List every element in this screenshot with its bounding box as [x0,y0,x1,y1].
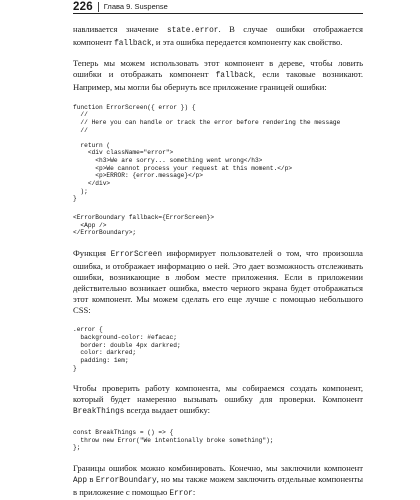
inline-code: fallback [114,39,152,48]
paragraph-5 [73,463,363,500]
code-block-css: .error { background-color: #efacac; border: double 4px darkred; color: darkred; padding: 1em; } [73,326,181,372]
code-block-error-screen: function ErrorScreen({ error }) { // // Here you can handle or track the error before rendering the message // return ( <div className="error"> <h3>We are sorry... something went wrong</h3> <p>We cannot process your request at this moment.</p> <p>ERROR: {error.message}</p> </div> ); } [73,103,341,203]
text: , и эта ошибка передается компоненту как свойство. [151,36,343,47]
page-number: 226 [73,0,93,13]
text: : [192,486,196,497]
text: в [87,474,96,484]
page-body [73,24,363,500]
text: , но мы также можем заключить отдельные компоненты в приложение с помощью [73,474,364,497]
inline-code: state.error [166,27,219,35]
text: Функция [73,248,111,259]
text: Теперь мы можем использовать этот компонент в дереве, чтобы ловить ошибки и отображать компонент [73,57,363,79]
text: навливается значение [73,24,167,34]
text: Границы ошибок можно комбинировать. Конечно, мы заключили компонент [73,463,363,474]
inline-code: fallback [215,71,254,80]
text: Чтобы проверить работу компонента, мы собираемся создать компонент, который будет намеренно вызывать ошибку для проверки. Компонент [73,383,363,405]
paragraph-2 [73,58,363,93]
text: , если таковые возникают. Например, мы могли бы обернуть все приложение границей ошибки: [73,68,363,92]
text: всегда выдает ошибку: [124,405,211,416]
chapter-title: Глава 9. Suspense [103,2,168,11]
text: информирует пользователей о том, что произошла ошибка, и отображает информацию о ней. Это дает возможность отслеживать ошибки, возникающие в любом месте приложения. Если в приложении действительно возникает ошибка, вместо черного экрана будет отображаться этот компонент. Мы можем сделать его еще лучше с помощью небольшого CSS: [73,248,363,315]
inline-code: ErrorScreen [110,251,163,260]
paragraph-3 [73,248,363,315]
paragraph-1 [73,24,363,50]
inline-code: ErrorBoundary [95,477,157,485]
code-block-break-things: const BreakThings = () => { throw new Error("We intentionally broke something"); }; [73,429,274,452]
inline-code: BreakThings [73,408,125,417]
paragraph-4 [73,383,363,418]
code-block-error-boundary: <ErrorBoundary fallback={ErrorScreen}> <App /> </ErrorBoundary>; [73,214,215,237]
header-divider [98,2,99,12]
inline-code: Error [169,489,193,498]
inline-code: App [73,477,88,485]
text: . В случае ошибки отображается компонент [73,24,363,47]
running-header [73,0,363,14]
